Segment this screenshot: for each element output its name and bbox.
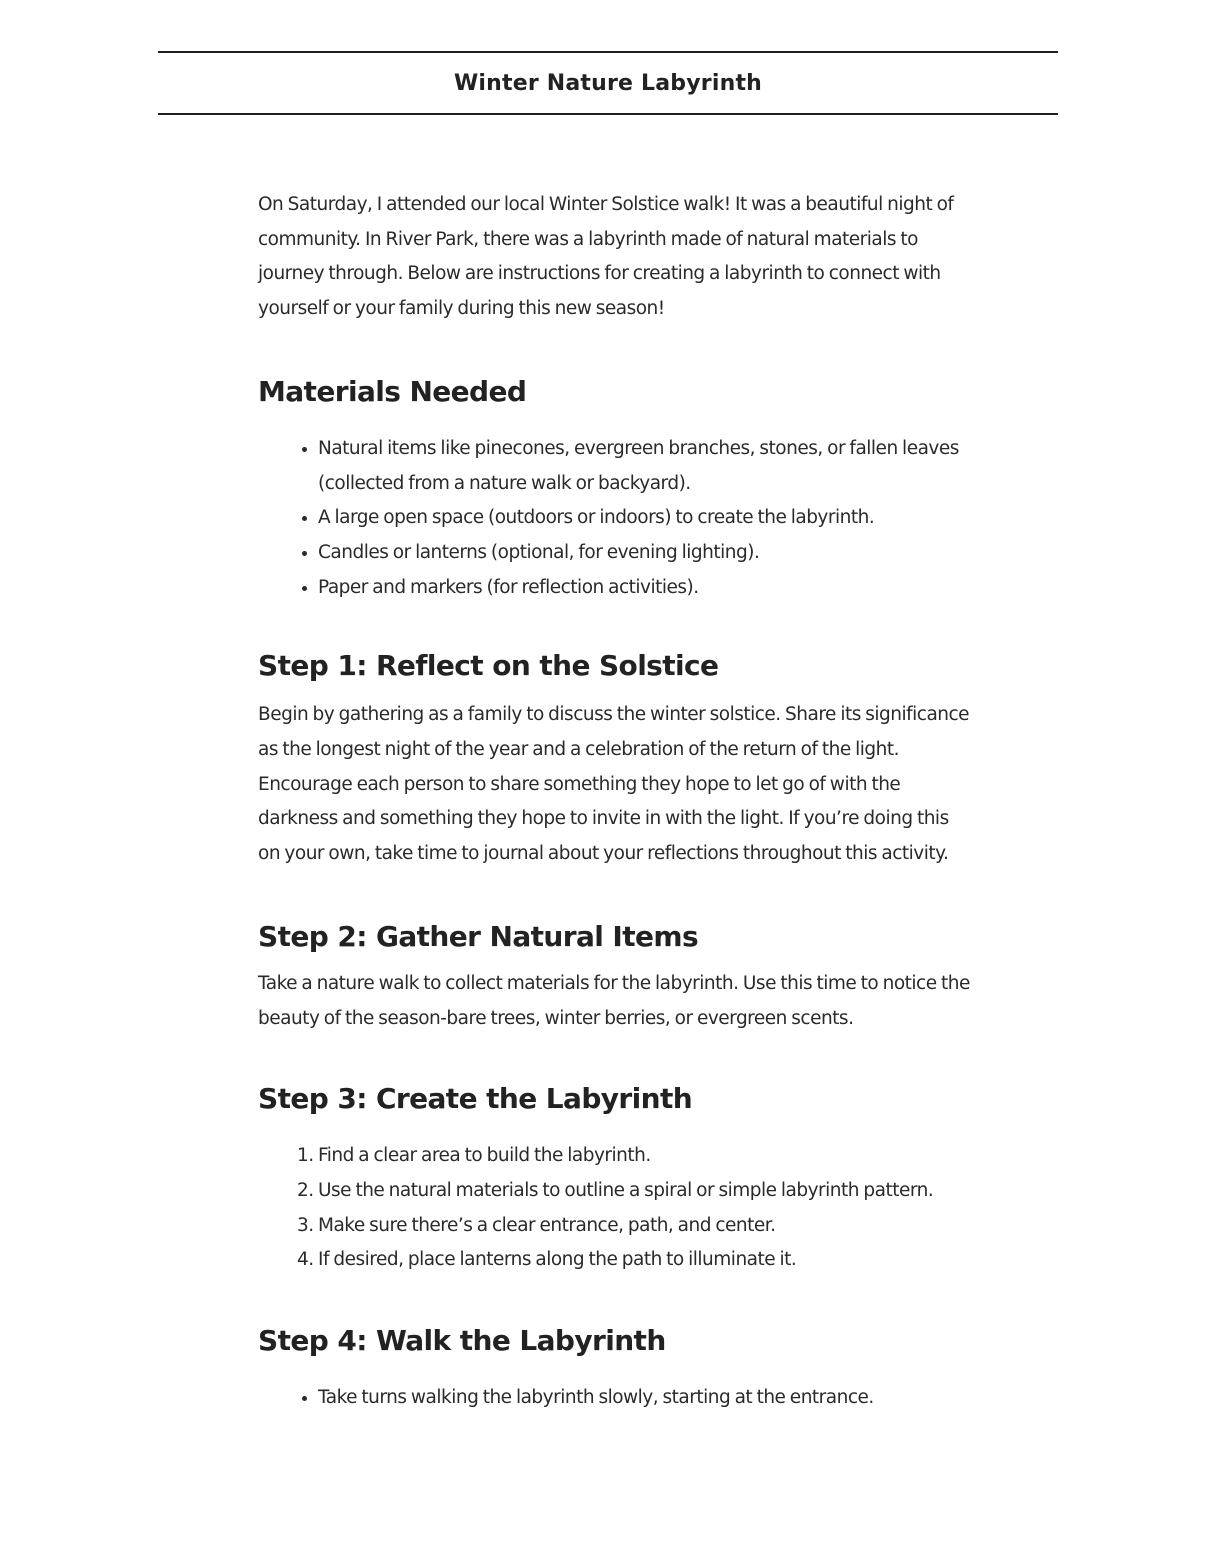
- document-title: Winter Nature Labyrinth: [453, 71, 763, 96]
- list-item: 3. Make sure there’s a clear entrance, path, and center.: [318, 1209, 970, 1244]
- list-item: • Take turns walking the labyrinth slowly, starting at the entrance.: [318, 1381, 970, 1416]
- list-item: • Candles or lanterns (optional, for evening lighting).: [318, 536, 970, 571]
- step3-list: [258, 1139, 970, 1278]
- step1-paragraph: Begin by gathering as a family to discuss the winter solstice. Share its significance as the longest night of the year and a celebration of the return of the light. Encourage each person to share something they hope to let go of with the darkness and something they hope to invite in with the light. If you’re doing this on your own, take time to journal about your reflections throughout this activity.: [258, 704, 970, 865]
- list-item: 1. Find a clear area to build the labyrinth.: [318, 1139, 970, 1174]
- materials-list: [258, 432, 970, 606]
- document-body: [258, 188, 970, 1416]
- intro-paragraph: On Saturday, I attended our local Winter Solstice walk! It was a beautiful night of community. In River Park, there was a labyrinth made of natural materials to journey through. Below are instructions for creating a labyrinth to connect with yourself or your family during this new season!: [258, 194, 954, 320]
- step2-paragraph: Take a nature walk to collect materials for the labyrinth. Use this time to notice the beauty of the season-bare trees, winter berries, or evergreen scents.: [258, 972, 970, 1029]
- list-item: • Natural items like pinecones, evergreen branches, stones, or fallen leaves (collected from a nature walk or backyard).: [318, 432, 970, 501]
- page-header: [158, 51, 1058, 115]
- materials-heading: Materials Needed: [258, 374, 527, 408]
- list-item: • Paper and markers (for reflection activities).: [318, 571, 970, 606]
- step1-heading: Step 1: Reflect on the Solstice: [258, 649, 719, 683]
- step4-heading: Step 4: Walk the Labyrinth: [258, 1324, 666, 1358]
- step2-heading: Step 2: Gather Natural Items: [258, 919, 699, 953]
- step3-heading: Step 3: Create the Labyrinth: [258, 1082, 693, 1116]
- step4-list: [258, 1381, 970, 1416]
- list-item: • A large open space (outdoors or indoors) to create the labyrinth.: [318, 501, 970, 536]
- list-item: 2. Use the natural materials to outline a spiral or simple labyrinth pattern.: [318, 1174, 970, 1209]
- list-item: 4. If desired, place lanterns along the path to illuminate it.: [318, 1243, 970, 1278]
